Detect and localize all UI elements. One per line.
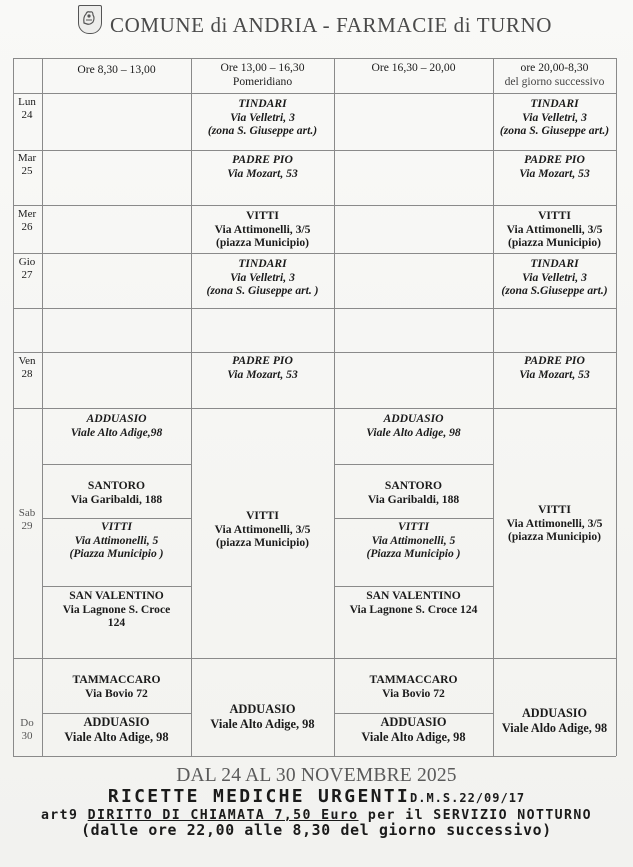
day-name: Lun	[18, 96, 36, 108]
pharmacy-address: Via Attimonelli, 3/5	[214, 522, 311, 536]
pharmacy-address: Via Velletri, 3	[230, 110, 295, 124]
pharmacy-address: Via Bovio 72	[85, 686, 148, 700]
pharmacy-cell	[42, 520, 191, 561]
pharmacy-address: Viale Aldo Adige, 98	[501, 721, 608, 735]
day-number: 26	[21, 221, 33, 233]
pharmacy-address: Via Attimonelli, 3/5	[506, 516, 603, 530]
urgent-prescriptions-line	[0, 786, 633, 807]
pharmacy-name: PADRE PIO	[232, 153, 293, 166]
pharmacy-name: TAMMACCARO	[369, 673, 458, 686]
call-fee: DIRITTO DI CHIAMATA 7,50 Euro	[87, 808, 359, 823]
col-header-text: ore 20,00-8,30	[520, 61, 589, 74]
decree-reference: D.M.S.22/09/17	[410, 791, 526, 805]
day-name: Sab	[18, 507, 36, 519]
pharmacy-zone: (piazza Municipio)	[507, 236, 602, 250]
pharmacy-name: SAN VALENTINO	[366, 589, 461, 602]
night-fee-line	[0, 808, 633, 823]
pharmacy-cell	[191, 97, 334, 138]
pharmacy-address: Via Garibaldi, 188	[367, 492, 460, 506]
pharmacy-address: Viale Alto Adige, 98	[366, 425, 461, 439]
day-label-sab	[12, 507, 42, 533]
pharmacy-cell	[42, 715, 191, 745]
pharmacy-cell	[493, 503, 616, 544]
col-header-subtext: Pomeridiano	[232, 74, 293, 88]
night-hours-note: (dalle ore 22,00 alle 8,30 del giorno successivo)	[81, 822, 552, 839]
pharmacy-zone: (piazza Municipio)	[215, 536, 310, 550]
pharmacy-cell	[334, 520, 493, 561]
pharmacy-name: ADDUASIO	[383, 412, 444, 425]
pharmacy-address: Via Garibaldi, 188	[70, 492, 163, 506]
pharmacy-address: Via Velletri, 3	[522, 270, 587, 284]
pharmacy-name: SANTORO	[87, 479, 146, 492]
date-range: DAL 24 AL 30 NOVEMBRE 2025	[176, 765, 457, 786]
pharmacy-cell	[493, 706, 616, 736]
pharmacy-address: Via Lagnone S. Croce 124	[349, 602, 478, 616]
pharmacy-name: SAN VALENTINO	[69, 589, 164, 602]
pharmacy-name: VITTI	[246, 209, 279, 222]
article-prefix: art9	[40, 808, 88, 823]
pharmacy-name: SANTORO	[384, 479, 443, 492]
col-header-text: Ore 16,30 – 20,00	[371, 61, 456, 74]
pharmacy-cell	[334, 589, 493, 616]
day-name: Gio	[18, 256, 36, 268]
day-number: 29	[21, 520, 33, 532]
pharmacy-cell	[191, 257, 334, 298]
pharmacy-address: Viale Alto Adige,98	[70, 425, 163, 439]
day-label-gio	[12, 256, 42, 282]
col-header-evening	[334, 61, 493, 75]
day-label-dom	[12, 717, 42, 743]
day-number: 28	[21, 368, 33, 380]
day-label-ven	[12, 355, 42, 381]
pharmacy-cell	[334, 412, 493, 439]
day-name: Mer	[17, 208, 37, 220]
pharmacy-zone: (zona S. Giuseppe art.)	[207, 124, 318, 138]
pharmacy-cell	[334, 715, 493, 745]
pharmacy-zone: (Piazza Municipio )	[69, 547, 164, 561]
pharmacy-zone: (piazza Municipio)	[215, 236, 310, 250]
pharmacy-cell	[191, 354, 334, 381]
pharmacy-cell	[42, 412, 191, 439]
pharmacy-address: Via Mozart, 53	[227, 367, 298, 381]
pharmacy-address: Via Lagnone S. Croce	[62, 602, 171, 616]
pharmacy-address: Via Attimonelli, 3/5	[506, 222, 603, 236]
pharmacy-name: TINDARI	[530, 97, 579, 110]
day-number: 25	[21, 165, 33, 177]
pharmacy-name: VITTI	[246, 509, 279, 522]
pharmacy-address: Via Mozart, 53	[519, 166, 590, 180]
pharmacy-name: VITTI	[398, 520, 429, 533]
pharmacy-address: Via Attimonelli, 5	[371, 533, 456, 547]
pharmacy-name: ADDUASIO	[83, 715, 150, 729]
pharmacy-name: TINDARI	[530, 257, 579, 270]
pharmacy-cell	[42, 673, 191, 700]
pharmacy-cell	[42, 589, 191, 630]
pharmacy-name: VITTI	[538, 503, 571, 516]
pharmacy-zone: (zona S.Giuseppe art.)	[501, 284, 608, 298]
pharmacy-address: Via Mozart, 53	[227, 166, 298, 180]
day-label-lun	[12, 96, 42, 122]
pharmacy-address-number: 124	[107, 616, 126, 630]
page-title: COMUNE di ANDRIA - FARMACIE di TURNO	[110, 13, 553, 37]
pharmacy-name: ADDUASIO	[86, 412, 147, 425]
pharmacy-cell	[191, 702, 334, 732]
pharmacy-name: ADDUASIO	[521, 706, 587, 720]
pharmacy-cell	[334, 673, 493, 700]
pharmacy-address: Viale Alto Adige, 98	[64, 730, 169, 744]
pharmacy-zone: (Piazza Municipio )	[366, 547, 461, 561]
pharmacy-cell	[493, 97, 616, 138]
pharmacy-name: TINDARI	[238, 257, 287, 270]
pharmacy-name: ADDUASIO	[380, 715, 447, 729]
day-name: Ven	[18, 355, 36, 367]
pharmacy-address: Viale Alto Adige, 98	[361, 730, 466, 744]
pharmacy-address: Viale Alto Adige, 98	[210, 717, 315, 731]
day-name: Mar	[17, 152, 37, 164]
day-number: 27	[21, 269, 33, 281]
pharmacy-name: PADRE PIO	[232, 354, 293, 367]
pharmacy-address: Via Mozart, 53	[519, 367, 590, 381]
day-number: 24	[21, 109, 33, 121]
pharmacy-name: VITTI	[538, 209, 571, 222]
pharmacy-name: VITTI	[101, 520, 132, 533]
night-service: per il SERVIZIO NOTTURNO	[358, 808, 593, 823]
pharmacy-zone: (zona S. Giuseppe art.)	[499, 124, 610, 138]
day-label-mer	[12, 208, 42, 234]
pharmacy-cell	[191, 153, 334, 180]
col-header-subtext: del giorno successivo	[504, 74, 605, 88]
pharmacy-cell	[493, 354, 616, 381]
pharmacy-address: Via Bovio 72	[382, 686, 445, 700]
pharmacy-cell	[191, 209, 334, 250]
col-header-night	[493, 61, 616, 88]
pharmacy-cell	[493, 257, 616, 298]
pharmacy-cell	[493, 209, 616, 250]
pharmacy-address: Via Attimonelli, 5	[74, 533, 159, 547]
pharmacy-address: Via Attimonelli, 3/5	[214, 222, 311, 236]
pharmacy-cell	[334, 479, 493, 506]
pharmacy-cell	[191, 509, 334, 550]
pharmacy-cell	[493, 153, 616, 180]
day-name: Do	[20, 717, 34, 729]
pharmacy-name: ADDUASIO	[229, 702, 296, 716]
pharmacy-zone: (zona S. Giuseppe art. )	[206, 284, 319, 298]
day-number: 30	[21, 730, 33, 742]
pharmacy-zone: (piazza Municipio)	[507, 530, 602, 544]
pharmacy-name: PADRE PIO	[524, 153, 585, 166]
pharmacy-address: Via Velletri, 3	[522, 110, 587, 124]
pharmacy-name: TAMMACCARO	[72, 673, 161, 686]
col-header-text: Ore 8,30 – 13,00	[77, 63, 156, 76]
day-label-mar	[12, 152, 42, 178]
pharmacy-name: TINDARI	[238, 97, 287, 110]
pharmacy-cell	[42, 479, 191, 506]
col-header-afternoon	[191, 61, 334, 88]
pharmacy-address: Via Velletri, 3	[230, 270, 295, 284]
col-header-text: Ore 13,00 – 16,30	[220, 61, 305, 74]
pharmacy-name: PADRE PIO	[524, 354, 585, 367]
urgent-prescriptions: RICETTE MEDICHE URGENTI	[107, 786, 410, 807]
col-header-morning	[42, 63, 191, 77]
